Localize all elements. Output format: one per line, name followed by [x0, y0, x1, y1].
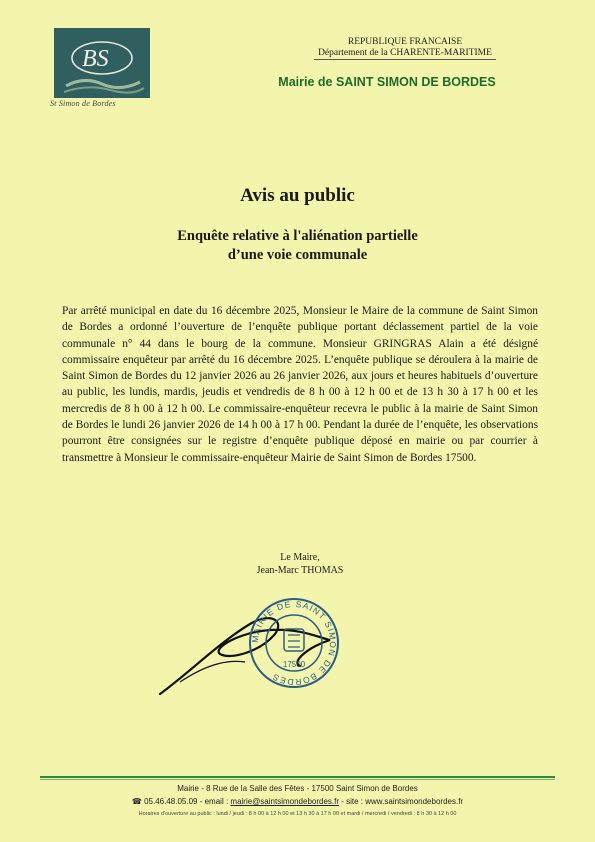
signer-name: Jean-Marc THOMAS [256, 565, 344, 576]
republic-label: REPUBLIQUE FRANCAISE [347, 37, 463, 47]
logo-emblem-icon [54, 28, 150, 98]
footer-email-link[interactable]: mairie@saintsimondebordes.fr [230, 797, 340, 806]
notice-body: Par arrêté municipal en date du 16 décembre 2025, Monsieur le Maire de la commune de Saint Simon de Bordes a ordonné l’ouverture de l’enquête publique portant déclassement partiel de la voie communale n° 44 dans le bourg de la commune. Monsieur GRINGRAS Alain a été désigné commissaire enquêteur par arrêté du 16 décembre 2025. L’enquête publique se déroulera à la mairie de Saint Simon de Bordes du 12 janvier 2026 au 26 janvier 2026, aux jours et heures habituels d’ouverture au public, les lundis, mardis, jeudis et vendredis de 8 h 00 à 12 h 00 et de 13 h 30 à 17 h 00 et les mercredis de 8 h 00 à 12 h 00. Le commissaire-enquêteur recevra le public à la mairie de Saint Simon de Bordes le lundi 26 janvier 2026 de 14 h 00 à 17 h 00. Pendant la durée de l’enquête, les observations pourront être consignées sur le registre d’enquête publique déposé en mairie ou par courrier à transmettre à Monsieur le commissaire-enquêteur Mairie de Saint Simon de Bordes 17500. [62, 305, 538, 464]
footer-site[interactable]: - site : www.saintsimondebordes.fr [341, 797, 464, 806]
signer-block [225, 551, 375, 577]
page-title: Avis au public [240, 185, 355, 206]
republic-header [300, 37, 510, 60]
footer-hours: Horaires d'ouverture au public : lundi / jeudi : 8 h 00 à 12 h 00 et 13 h 30 à 17 h 00 et mardi / mercredi / vendredi : 8 h 30 à 12 h 00 [138, 811, 457, 817]
logo-caption: St Simon de Bordes [50, 99, 116, 108]
mairie-stamp-icon [248, 597, 340, 689]
footer-contact [60, 797, 535, 806]
footer-phone: ☎ 05.46.48.05.09 - email : [131, 797, 229, 806]
page-subtitle [0, 227, 595, 265]
commune-logo [54, 28, 150, 98]
subtitle-line-1: Enquête relative à l'aliénation partielle [177, 228, 418, 244]
logo-letters: BS [82, 46, 109, 72]
mairie-name: Mairie de SAINT SIMON DE BORDES [278, 75, 496, 89]
footer-divider [40, 776, 555, 778]
footer-divider-thin [40, 779, 555, 780]
footer-address: Mairie - 8 Rue de la Salle des Fêtes - 17500 Saint Simon de Bordes [177, 784, 418, 793]
subtitle-line-2: d’une voie communale [227, 247, 368, 263]
signer-role: Le Maire, [280, 552, 320, 563]
department-label: Département de la CHARENTE-MARITIME [314, 48, 496, 60]
stamp-postcode: 17500 [282, 660, 306, 669]
stamp-text: MAIRIE DE SAINT SIMON DE BORDES [249, 598, 339, 688]
